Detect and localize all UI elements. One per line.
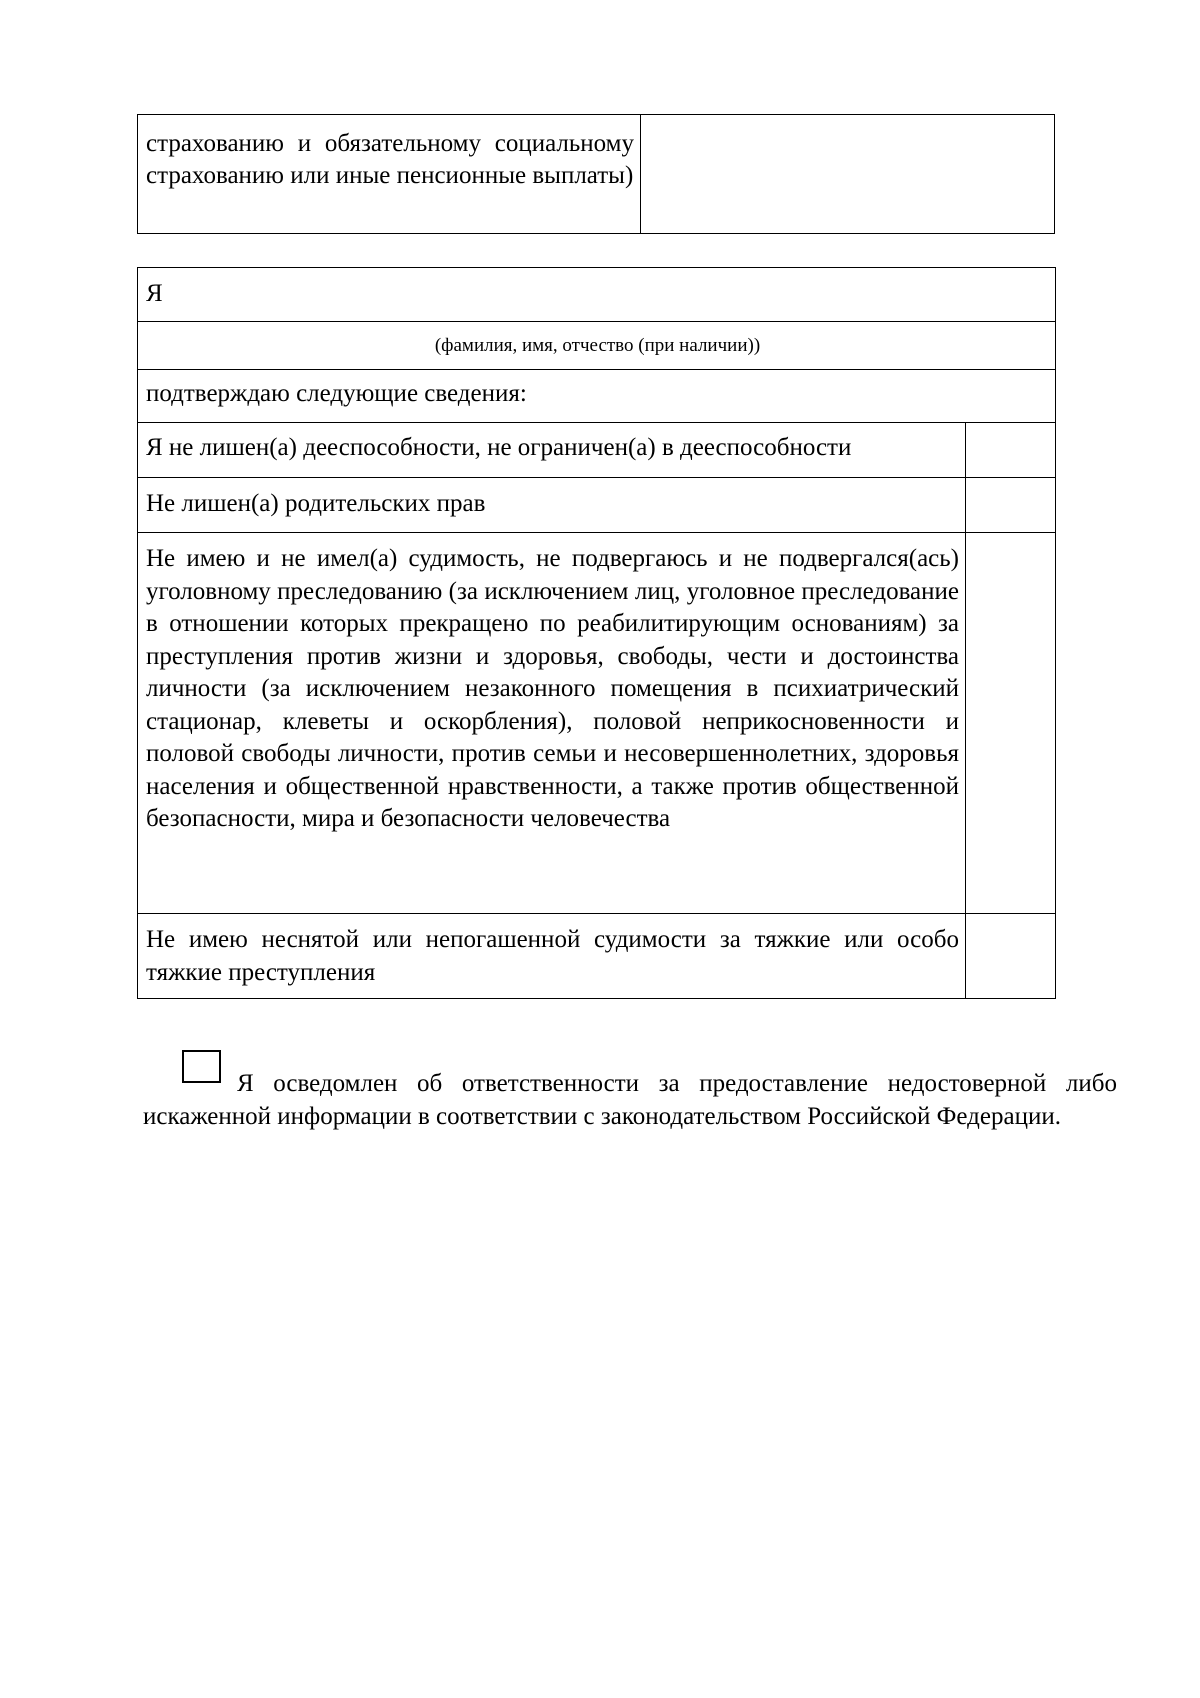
no-conviction-row	[138, 532, 1055, 913]
no-conviction-mark-cell[interactable]	[965, 533, 1055, 913]
legal-capacity-text: Я не лишен(а) дееспособности, не ограничен(а) в дееспособности	[146, 434, 852, 461]
parental-rights-text: Не лишен(а) родительских прав	[146, 490, 486, 517]
confirm-text: подтверждаю следующие сведения:	[146, 380, 527, 407]
parental-rights-mark-cell[interactable]	[965, 478, 1055, 532]
pension-description-cell: страхованию и обязательному социальному страхованию или иные пенсионные выплаты)	[138, 115, 641, 233]
name-row	[138, 268, 1055, 321]
no-serious-conviction-text: Не имею неснятой или непогашенной судимости за тяжкие или особо тяжкие преступления	[146, 926, 959, 986]
parental-rights-row	[138, 477, 1055, 532]
name-caption-row	[138, 321, 1055, 369]
legal-capacity-mark-cell[interactable]	[965, 423, 1055, 477]
no-conviction-text: Не имею и не имел(а) судимость, не подвергаюсь и не подвергался(ась) уголовному преследованию (за исключением лиц, уголовное преследование в отношении которых прекращено по реабилитирующим основаниям) за преступления против жизни и здоровья, свободы, чести и достоинства личности (за исключением незаконного помещения в психиатрический стационар, клеветы и оскорбления), половой неприкосновенности и половой свободы личности, против семьи и несовершеннолетних, здоровья населения и общественной нравственности, а также против общественной безопасности, мира и безопасности человечества	[146, 545, 959, 832]
confirm-row	[138, 369, 1055, 422]
no-serious-conviction-row	[138, 913, 1055, 998]
name-label[interactable]: Я	[146, 280, 163, 307]
pension-continuation-table	[137, 114, 1055, 234]
name-caption: (фамилия, имя, отчество (при наличии))	[434, 335, 761, 356]
pension-value-cell[interactable]	[641, 115, 1054, 233]
no-serious-conviction-mark-cell[interactable]	[965, 914, 1055, 998]
acknowledgement-text: Я осведомлен об ответственности за предоставление недостоверной либо искаженной информации в соответствии с законодательством Российской Федерации.	[143, 1070, 1117, 1130]
legal-capacity-row	[138, 422, 1055, 477]
declaration-table	[137, 267, 1056, 999]
